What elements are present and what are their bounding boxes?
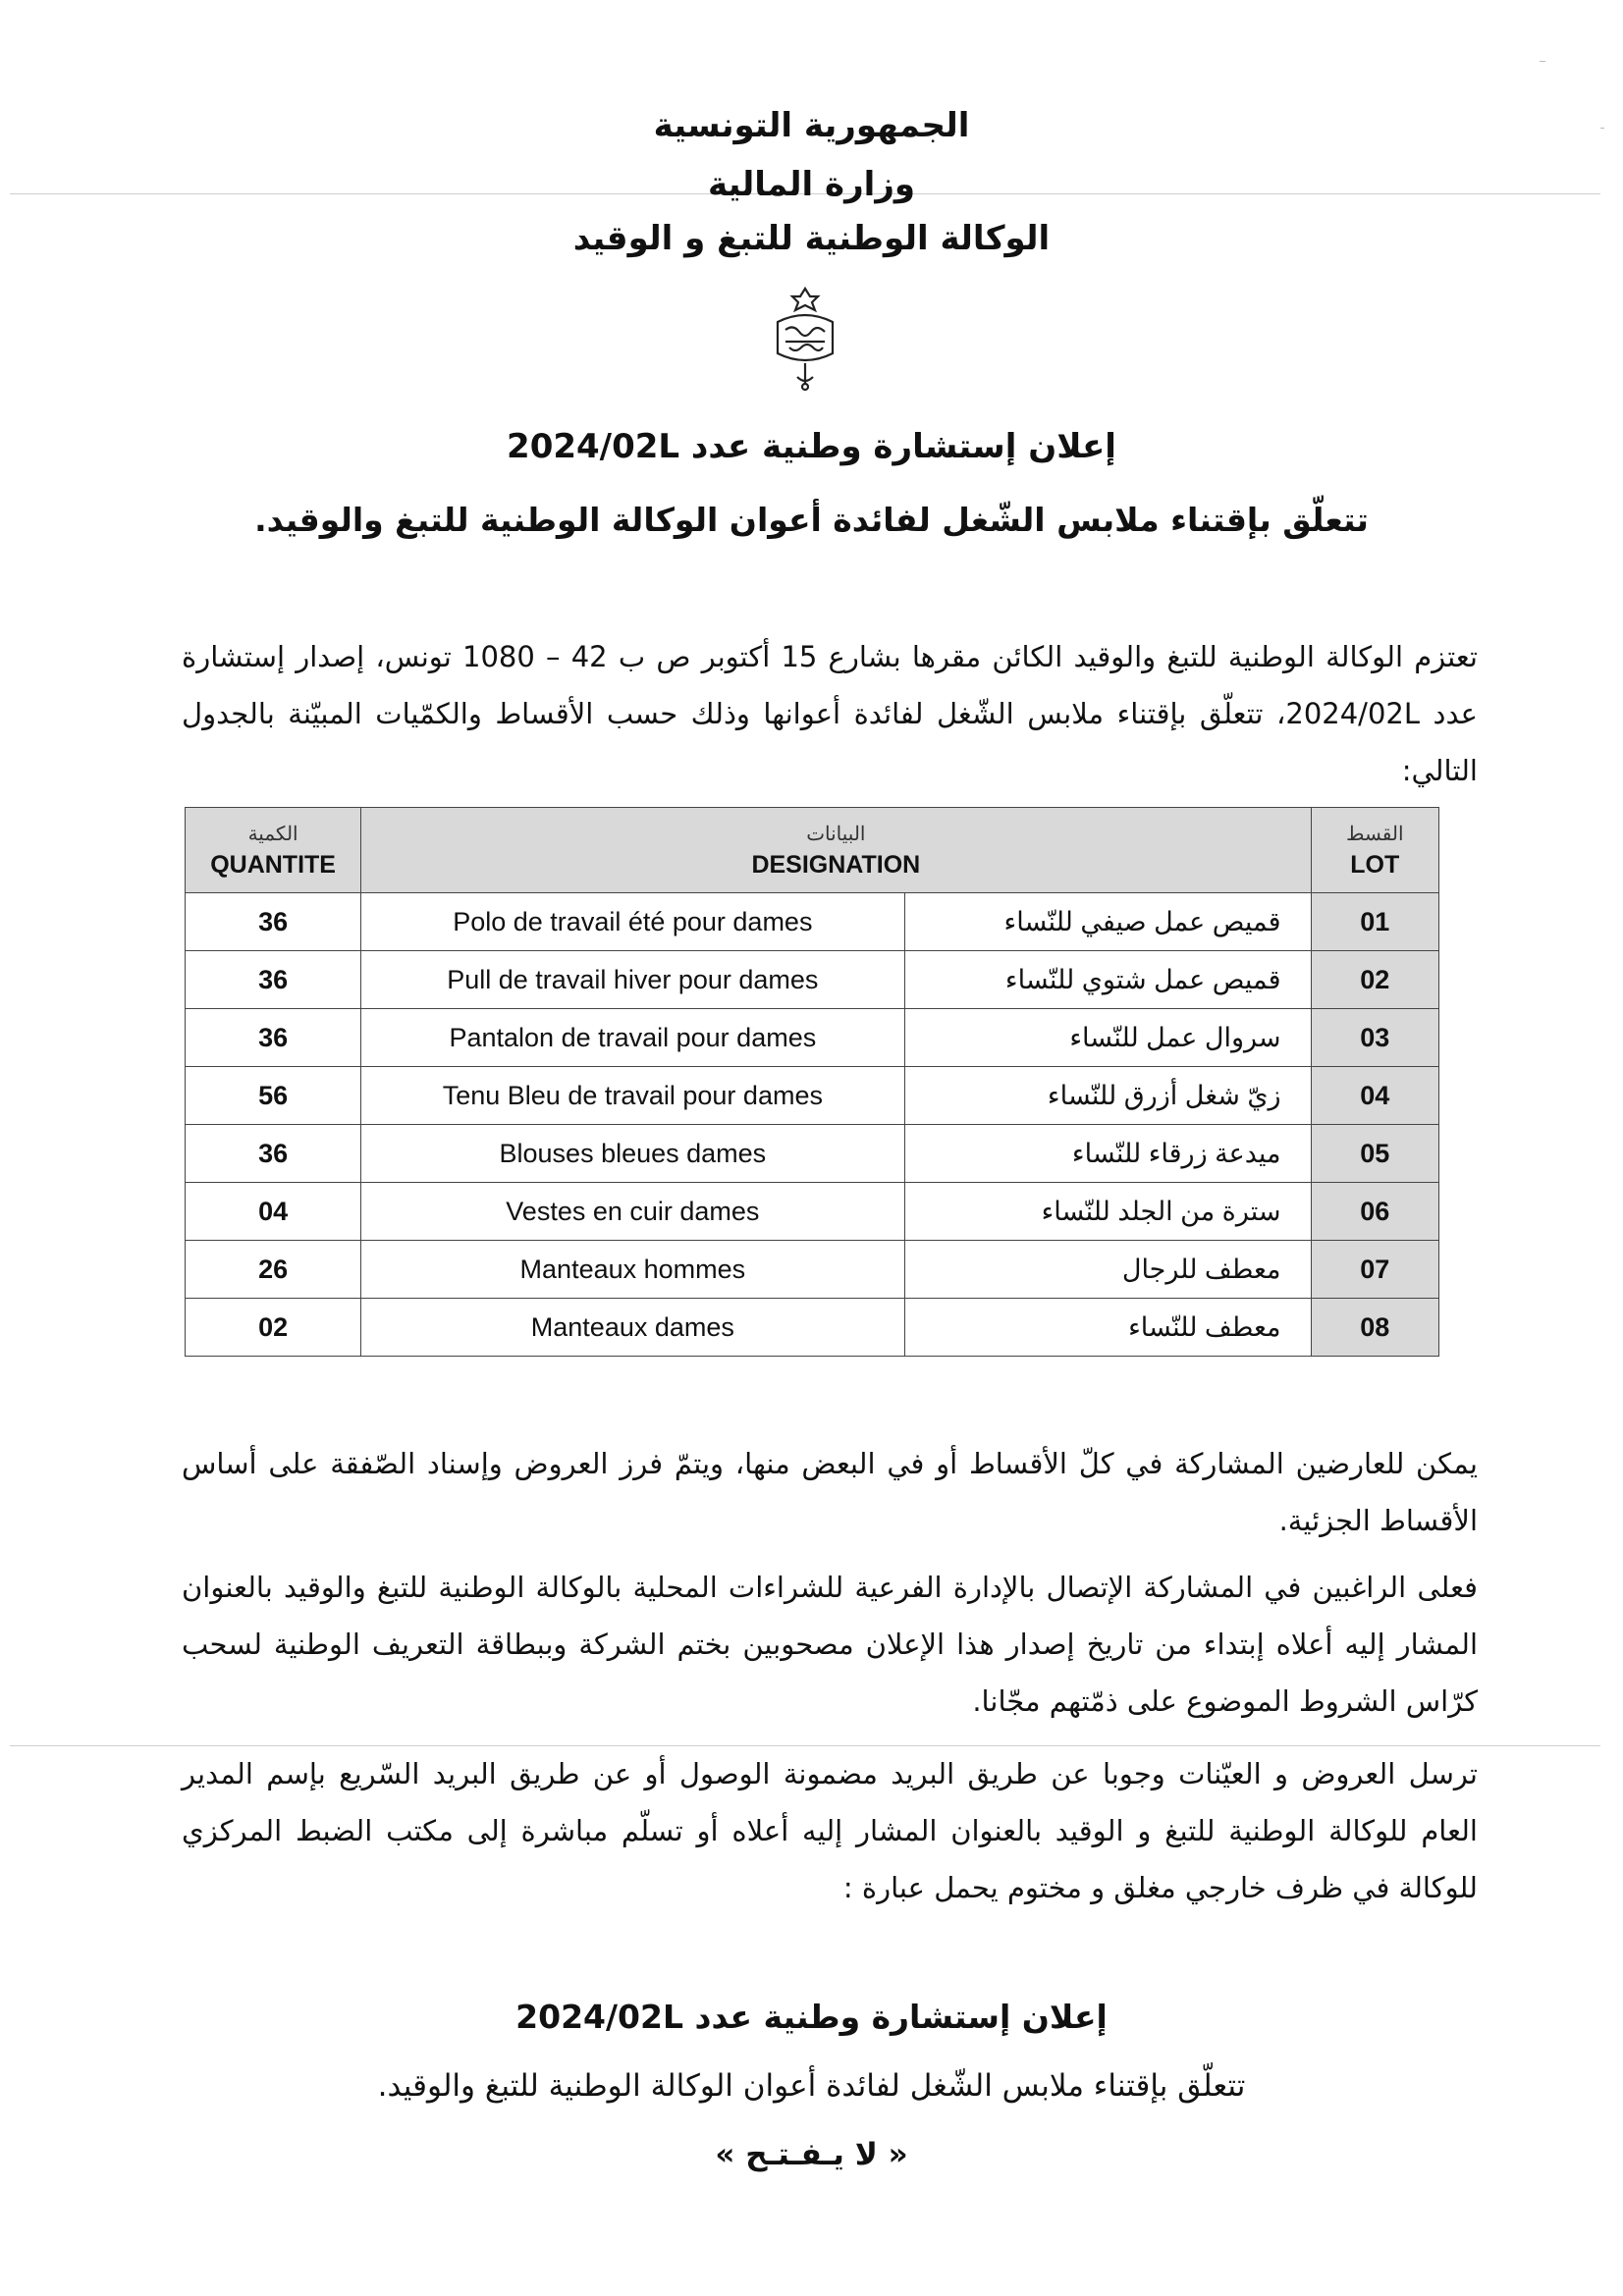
cell-designation-ar: معطف للرجال bbox=[904, 1241, 1311, 1299]
header-quantity-ar: الكمية bbox=[247, 824, 298, 845]
cell-designation-fr: Manteaux hommes bbox=[361, 1241, 904, 1299]
cell-quantity: 36 bbox=[186, 1125, 361, 1183]
cell-designation-ar: زيّ شغل أزرق للنّساء bbox=[904, 1067, 1311, 1125]
cell-designation-ar: سروال عمل للنّساء bbox=[904, 1009, 1311, 1067]
agency-emblem-icon bbox=[756, 285, 854, 393]
cell-designation-fr: Pantalon de travail pour dames bbox=[361, 1009, 904, 1067]
header-lot-ar: القسط bbox=[1345, 824, 1404, 845]
cell-designation-fr: Blouses bleues dames bbox=[361, 1125, 904, 1183]
table-row bbox=[186, 1125, 1439, 1183]
table-row bbox=[186, 893, 1439, 951]
table-row bbox=[186, 951, 1439, 1009]
table-row bbox=[186, 1183, 1439, 1241]
cell-designation-ar: قميص عمل صيفي للنّساء bbox=[904, 893, 1311, 951]
cell-designation-ar: قميص عمل شتوي للنّساء bbox=[904, 951, 1311, 1009]
table-row bbox=[186, 1241, 1439, 1299]
cell-designation-fr: Manteaux dames bbox=[361, 1299, 904, 1357]
lots-table bbox=[185, 807, 1439, 1357]
cell-quantity: 36 bbox=[186, 893, 361, 951]
submission-paragraph: ترسل العروض و العيّنات وجوبا عن طريق البريد مضمونة الوصول أو عن طريق البريد السّريع بإسم المدير العام للوكالة الوطنية للتبغ و الوقيد بالعنوان المشار إليه أعلاه أو تسلّم مباشرة إلى مكتب الضبط المركزي للوكالة في ظرف خارجي مغلق و مختوم يحمل عبارة : bbox=[182, 1757, 1478, 1904]
header-lot-fr: LOT bbox=[1350, 851, 1400, 879]
cell-lot: 01 bbox=[1311, 893, 1438, 951]
header-quantity-fr: QUANTITE bbox=[210, 851, 336, 879]
table-row bbox=[186, 1067, 1439, 1125]
cell-designation-ar: معطف للنّساء bbox=[904, 1299, 1311, 1357]
cell-quantity: 02 bbox=[186, 1299, 361, 1357]
table-header-row bbox=[186, 808, 1439, 893]
table-row bbox=[186, 1299, 1439, 1357]
closing-title: إعلان إستشارة وطنية عدد 2024/02L bbox=[515, 1998, 1108, 2036]
cell-lot: 03 bbox=[1311, 1009, 1438, 1067]
cell-designation-ar: سترة من الجلد للنّساء bbox=[904, 1183, 1311, 1241]
cell-lot: 08 bbox=[1311, 1299, 1438, 1357]
header-designation-fr: DESIGNATION bbox=[751, 851, 921, 879]
contact-paragraph: فعلى الراغبين في المشاركة الإتصال بالإدارة الفرعية للشراءات المحلية بالوكالة الوطنية للتبغ والوقيد بالعنوان المشار إليه أعلاه إبتداء من تاريخ إصدار هذا الإعلان مصحوبين بختم الشركة وببطاقة التعريف الوطنية لسحب كرّاس الشروط الموضوع على ذمّتهم مجّانا. bbox=[182, 1571, 1478, 1718]
header-designation-ar: البيانات bbox=[806, 824, 866, 845]
cell-lot: 07 bbox=[1311, 1241, 1438, 1299]
header-republic: الجمهورية التونسية bbox=[653, 106, 970, 145]
cell-quantity: 26 bbox=[186, 1241, 361, 1299]
header-designation bbox=[361, 808, 1311, 893]
cell-quantity: 36 bbox=[186, 1009, 361, 1067]
cell-designation-fr: Vestes en cuir dames bbox=[361, 1183, 904, 1241]
cell-lot: 04 bbox=[1311, 1067, 1438, 1125]
header-quantity bbox=[186, 808, 361, 893]
cell-lot: 05 bbox=[1311, 1125, 1438, 1183]
cell-lot: 06 bbox=[1311, 1183, 1438, 1241]
header-ministry: وزارة المالية bbox=[707, 165, 916, 204]
cell-lot: 02 bbox=[1311, 951, 1438, 1009]
cell-designation-fr: Tenu Bleu de travail pour dames bbox=[361, 1067, 904, 1125]
scan-mark bbox=[1540, 61, 1545, 62]
cell-quantity: 36 bbox=[186, 951, 361, 1009]
cell-designation-fr: Pull de travail hiver pour dames bbox=[361, 951, 904, 1009]
header-agency: الوكالة الوطنية للتبغ و الوقيد bbox=[572, 219, 1051, 258]
header-lot bbox=[1311, 808, 1438, 893]
do-not-open-label: « لا يـفـتـح » bbox=[715, 2137, 908, 2172]
announcement-title: إعلان إستشارة وطنية عدد 2024/02L bbox=[507, 427, 1116, 466]
intro-paragraph: تعتزم الوكالة الوطنية للتبغ والوقيد الكائن مقرها بشارع 15 أكتوبر ص ب 42 – 1080 تونس، إصدار إستشارة عدد 2024/02L، تتعلّق بإقتناء ملابس الشّغل لفائدة أعوانها وذلك حسب الأقساط والكمّيات المبيّنة بالجدول التالي: bbox=[182, 640, 1478, 787]
cell-quantity: 04 bbox=[186, 1183, 361, 1241]
table-row bbox=[186, 1009, 1439, 1067]
cell-designation-fr: Polo de travail été pour dames bbox=[361, 893, 904, 951]
cell-designation-ar: ميدعة زرقاء للنّساء bbox=[904, 1125, 1311, 1183]
announcement-subtitle: تتعلّق بإقتناء ملابس الشّغل لفائدة أعوان الوكالة الوطنية للتبغ والوقيد. bbox=[254, 501, 1369, 539]
closing-subtitle: تتعلّق بإقتناء ملابس الشّغل لفائدة أعوان الوكالة الوطنية للتبغ والوقيد. bbox=[377, 2068, 1246, 2104]
cell-quantity: 56 bbox=[186, 1067, 361, 1125]
participation-paragraph: يمكن للعارضين المشاركة في كلّ الأقساط أو في البعض منها، ويتمّ فرز العروض وإسناد الصّفقة على أساس الأقساط الجزئية. bbox=[182, 1447, 1478, 1537]
